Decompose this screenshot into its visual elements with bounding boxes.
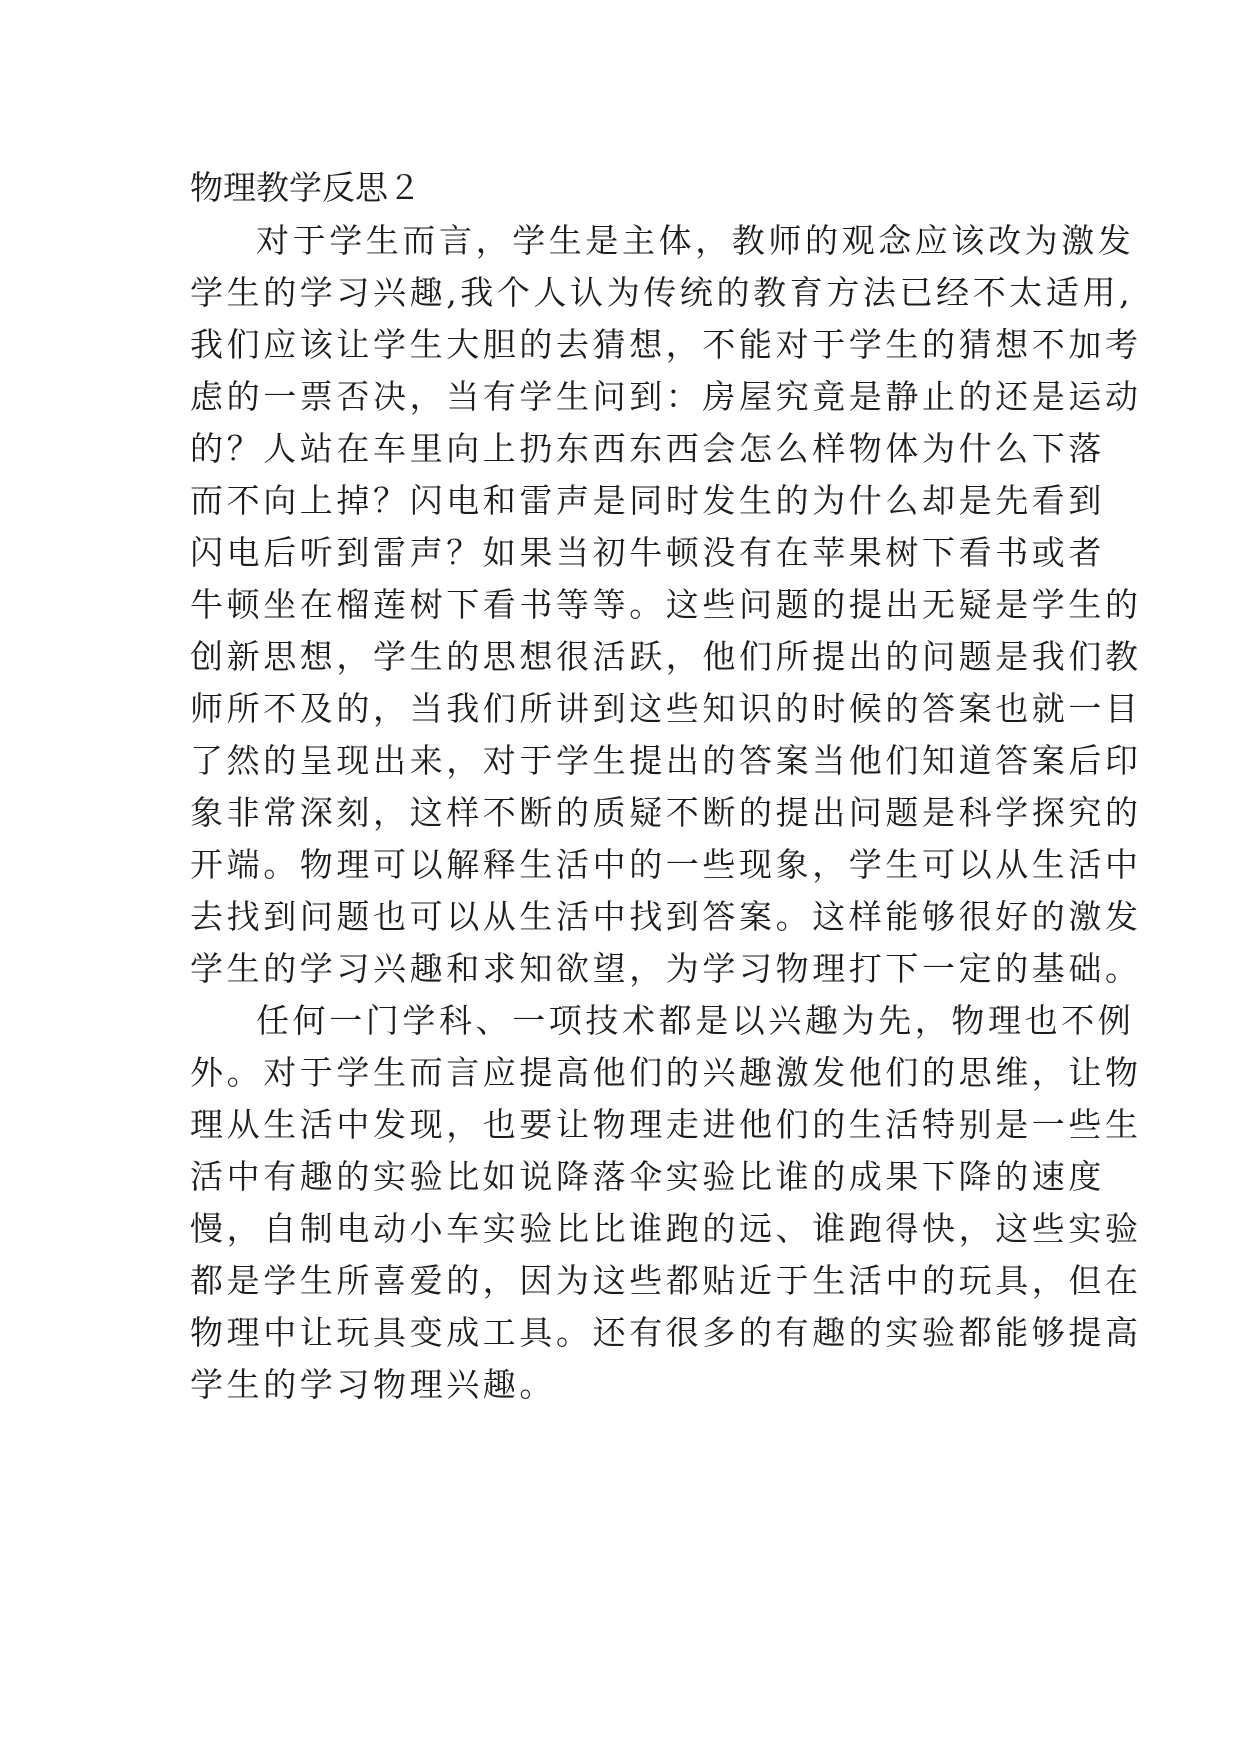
paragraph-line: 牛顿坐在榴莲树下看书等等。这些问题的提出无疑是学生的 [190,585,1142,624]
paragraph-line: 我们应该让学生大胆的去猜想，不能对于学生的猜想不加考 [190,325,1142,364]
paragraph-line: 慢，自制电动小车实验比比谁跑的远、谁跑得快，这些实验 [190,1209,1142,1248]
paragraph-line: 学生的学习兴趣,我个人认为传统的教育方法已经不太适用, [190,273,1134,312]
paragraph-line: 师所不及的，当我们所讲到这些知识的时候的答案也就一目 [190,689,1142,728]
paragraph-line: 去找到问题也可以从生活中找到答案。这样能够很好的激发 [190,897,1142,936]
paragraph-line: 物理中让玩具变成工具。还有很多的有趣的实验都能够提高 [190,1313,1142,1352]
paragraph-line: 理从生活中发现，也要让物理走进他们的生活特别是一些生 [190,1105,1142,1144]
paragraph-line: 学生的学习兴趣和求知欲望，为学习物理打下一定的基础。 [190,949,1142,988]
paragraph-line: 创新思想，学生的思想很活跃，他们所提出的问题是我们教 [190,637,1142,676]
paragraph-line: 开端。物理可以解释生活中的一些现象，学生可以从生活中 [190,845,1142,884]
paragraph-line: 闪电后听到雷声？如果当初牛顿没有在苹果树下看书或者 [190,533,1105,572]
paragraph-line: 都是学生所喜爱的，因为这些都贴近于生活中的玩具，但在 [190,1261,1142,1300]
paragraph-line: 外。对于学生而言应提高他们的兴趣激发他们的思维，让物 [190,1053,1142,1092]
paragraph-line: 象非常深刻，这样不断的质疑不断的提出问题是科学探究的 [190,793,1142,832]
paragraph-line: 对于学生而言，学生是主体，教师的观念应该改为激发 [256,221,1135,260]
paragraph-line: 了然的呈现出来，对于学生提出的答案当他们知道答案后印 [190,741,1142,780]
paragraph-line: 虑的一票否决，当有学生问到：房屋究竟是静止的还是运动 [190,377,1142,416]
paragraph-line: 而不向上掉？闪电和雷声是同时发生的为什么却是先看到 [190,481,1105,520]
paragraph-line: 的？人站在车里向上扔东西东西会怎么样物体为什么下落 [190,429,1105,468]
paragraph-line: 学生的学习物理兴趣。 [190,1365,556,1404]
paragraph-line: 活中有趣的实验比如说降落伞实验比谁的成果下降的速度 [190,1157,1105,1196]
document-title: 物理教学反思２ [190,168,421,207]
paragraph-line: 任何一门学科、一项技术都是以兴趣为先，物理也不例 [256,1001,1135,1040]
